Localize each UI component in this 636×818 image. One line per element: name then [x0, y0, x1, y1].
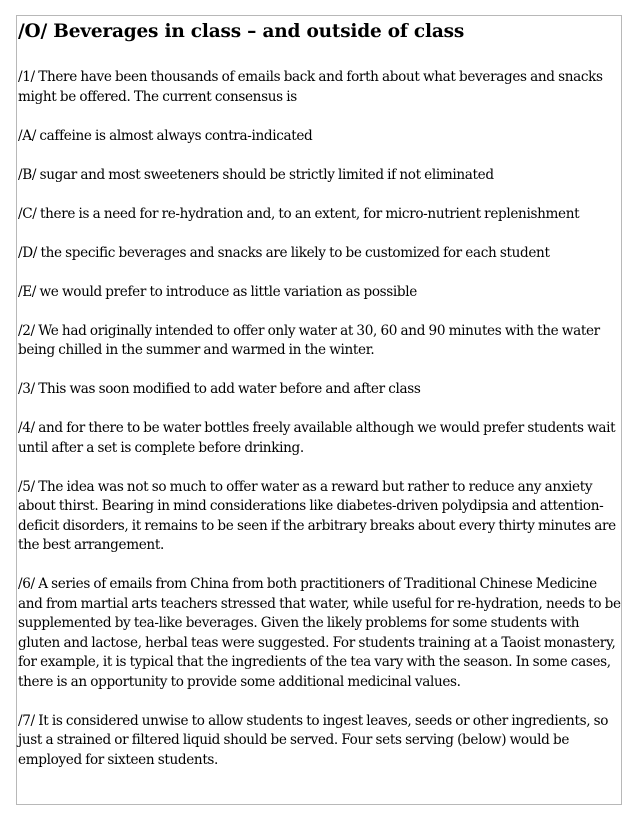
paragraph-4: /4/ and for there to be water bottles freely available although we would prefer students wait until after a set is complete before drinking. — [18, 420, 616, 456]
paragraph-2: /2/ We had originally intended to offer only water at 30, 60 and 90 minutes with the water being chilled in the summer and warmed in the winter. — [18, 322, 600, 358]
paragraph-1: /1/ There have been thousands of emails back and forth about what beverages and snacks might be offered. The current consensus is — [18, 69, 603, 105]
document-body — [18, 20, 622, 790]
paragraph-e: /E/ we would prefer to introduce as little variation as possible — [18, 283, 417, 300]
paragraph-a: /A/ caffeine is almost always contra-indicated — [18, 127, 313, 144]
document-title: /O/ Beverages in class – and outside of class — [18, 21, 465, 42]
paragraph-d: /D/ the specific beverages and snacks are likely to be customized for each student — [18, 244, 550, 261]
paragraph-c: /C/ there is a need for re-hydration and, to an extent, for micro-nutrient replenishment — [18, 205, 580, 222]
paragraph-b: /B/ sugar and most sweeteners should be strictly limited if not eliminated — [18, 166, 494, 183]
paragraph-7: /7/ It is considered unwise to allow students to ingest leaves, seeds or other ingredients, so just a strained or filtered liquid should be served. Four sets serving (below) would be employed for sixteen students. — [18, 712, 609, 768]
paragraph-3: /3/ This was soon modified to add water before and after class — [18, 381, 421, 397]
paragraph-6: /6/ A series of emails from China from both practitioners of Traditional Chinese Medicine and from martial arts teachers stressed that water, while useful for re-hydration, needs to be supplemented by tea-like beverages. Given the likely problems for some students with gluten and lactose, herbal teas were suggested. For students training at a Taoist monastery, for example, it is typical that the ingredients of the tea vary with the season. In some cases, there is an opportunity to provide some additional medicinal values. — [18, 576, 621, 690]
paragraph-5: /5/ The idea was not so much to offer water as a reward but rather to reduce any anxiety about thirst. Bearing in mind considerations like diabetes-driven polydipsia and attention-deficit disorders, it remains to be seen if the arbitrary breaks about every thirty minutes are the best arrangement. — [18, 478, 616, 553]
